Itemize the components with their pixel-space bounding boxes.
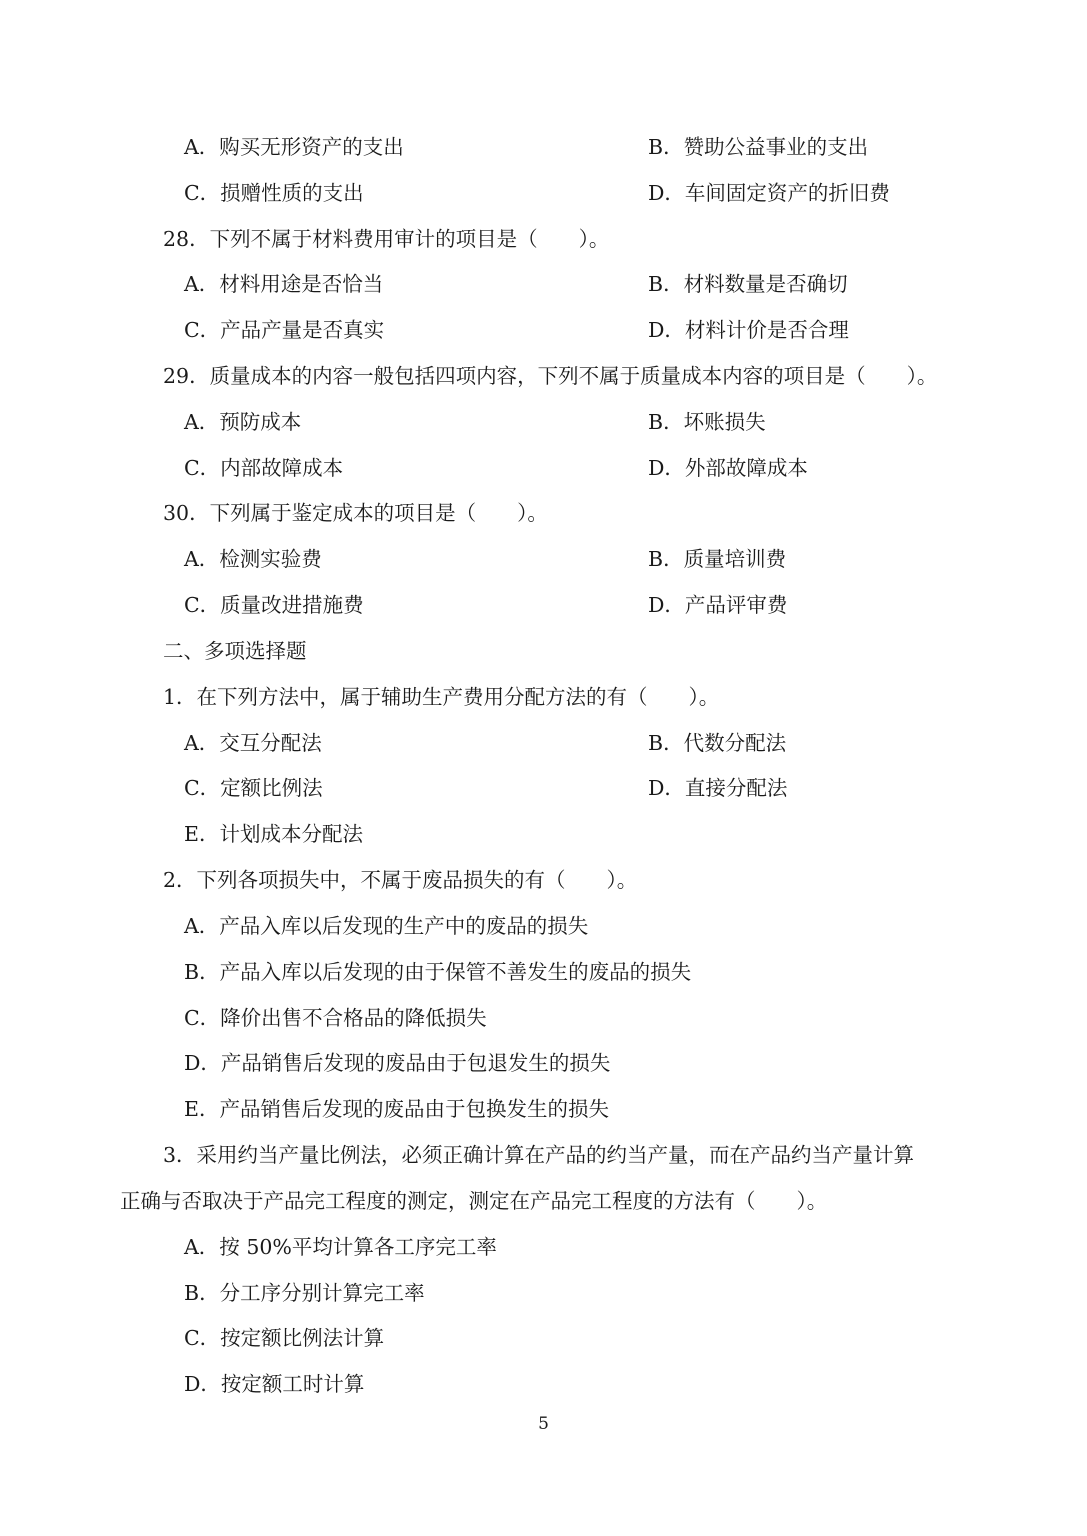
q30-option-b: B．质量培训费 <box>648 547 787 571</box>
mq2-option-b: B．产品入库以后发现的由于保管不善发生的废品的损失 <box>184 960 692 984</box>
q30-option-c: C．质量改进措施费 <box>184 593 364 617</box>
q29-option-b: B．坏账损失 <box>648 410 766 434</box>
q28-stem: 28．下列不属于材料费用审计的项目是（ ）。 <box>163 227 610 251</box>
mq2-option-c: C．降价出售不合格品的降低损失 <box>184 1006 487 1030</box>
mq1-option-a: A．交互分配法 <box>184 731 322 755</box>
q29-option-d: D．外部故障成本 <box>648 456 808 480</box>
mq3-stem-line-2: 正确与否取决于产品完工程度的测定，测定在产品完工程度的方法有（ ）。 <box>120 1189 828 1213</box>
mq3-option-d: D．按定额工时计算 <box>184 1372 365 1396</box>
q30-option-d: D．产品评审费 <box>648 593 788 617</box>
q28-option-d: D．材料计价是否合理 <box>648 318 849 342</box>
section-heading: 二、多项选择题 <box>163 639 307 663</box>
q28-option-c: C．产品产量是否真实 <box>184 318 385 342</box>
mq3-option-b: B．分工序分别计算完工率 <box>184 1281 425 1305</box>
q29-option-a: A．预防成本 <box>184 410 302 434</box>
mq3-stem-line-1: 3．采用约当产量比例法，必须正确计算在产品的约当产量，而在产品约当产量计算 <box>163 1143 915 1167</box>
q28-option-b: B．材料数量是否确切 <box>648 272 848 296</box>
mq1-option-d: D．直接分配法 <box>648 776 788 800</box>
q27-option-a: A．购买无形资产的支出 <box>184 135 404 159</box>
page-number: 5 <box>538 1414 549 1434</box>
mq2-option-d: D．产品销售后发现的废品由于包退发生的损失 <box>184 1051 611 1075</box>
q29-stem: 29．质量成本的内容一般包括四项内容，下列不属于质量成本内容的项目是（ ）。 <box>163 364 938 388</box>
q28-option-a: A．材料用途是否恰当 <box>184 272 384 296</box>
mq2-option-a: A．产品入库以后发现的生产中的废品的损失 <box>184 914 589 938</box>
mq1-option-e: E．计划成本分配法 <box>184 822 363 846</box>
q27-option-b: B．赞助公益事业的支出 <box>648 135 869 159</box>
mq2-stem: 2．下列各项损失中，不属于废品损失的有（ ）。 <box>163 868 638 892</box>
q30-option-a: A．检测实验费 <box>184 547 322 571</box>
q27-option-d: D．车间固定资产的折旧费 <box>648 181 890 205</box>
mq3-option-c: C．按定额比例法计算 <box>184 1326 385 1350</box>
q27-option-c: C．损赠性质的支出 <box>184 181 364 205</box>
mq1-option-c: C．定额比例法 <box>184 776 323 800</box>
q29-option-c: C．内部故障成本 <box>184 456 344 480</box>
mq3-option-a: A．按 50%平均计算各工序完工率 <box>184 1235 497 1259</box>
mq2-option-e: E．产品销售后发现的废品由于包换发生的损失 <box>184 1097 609 1121</box>
q30-stem: 30．下列属于鉴定成本的项目是（ ）。 <box>163 501 548 525</box>
mq1-stem: 1．在下列方法中，属于辅助生产费用分配方法的有（ ）。 <box>163 685 720 709</box>
mq1-option-b: B．代数分配法 <box>648 731 787 755</box>
